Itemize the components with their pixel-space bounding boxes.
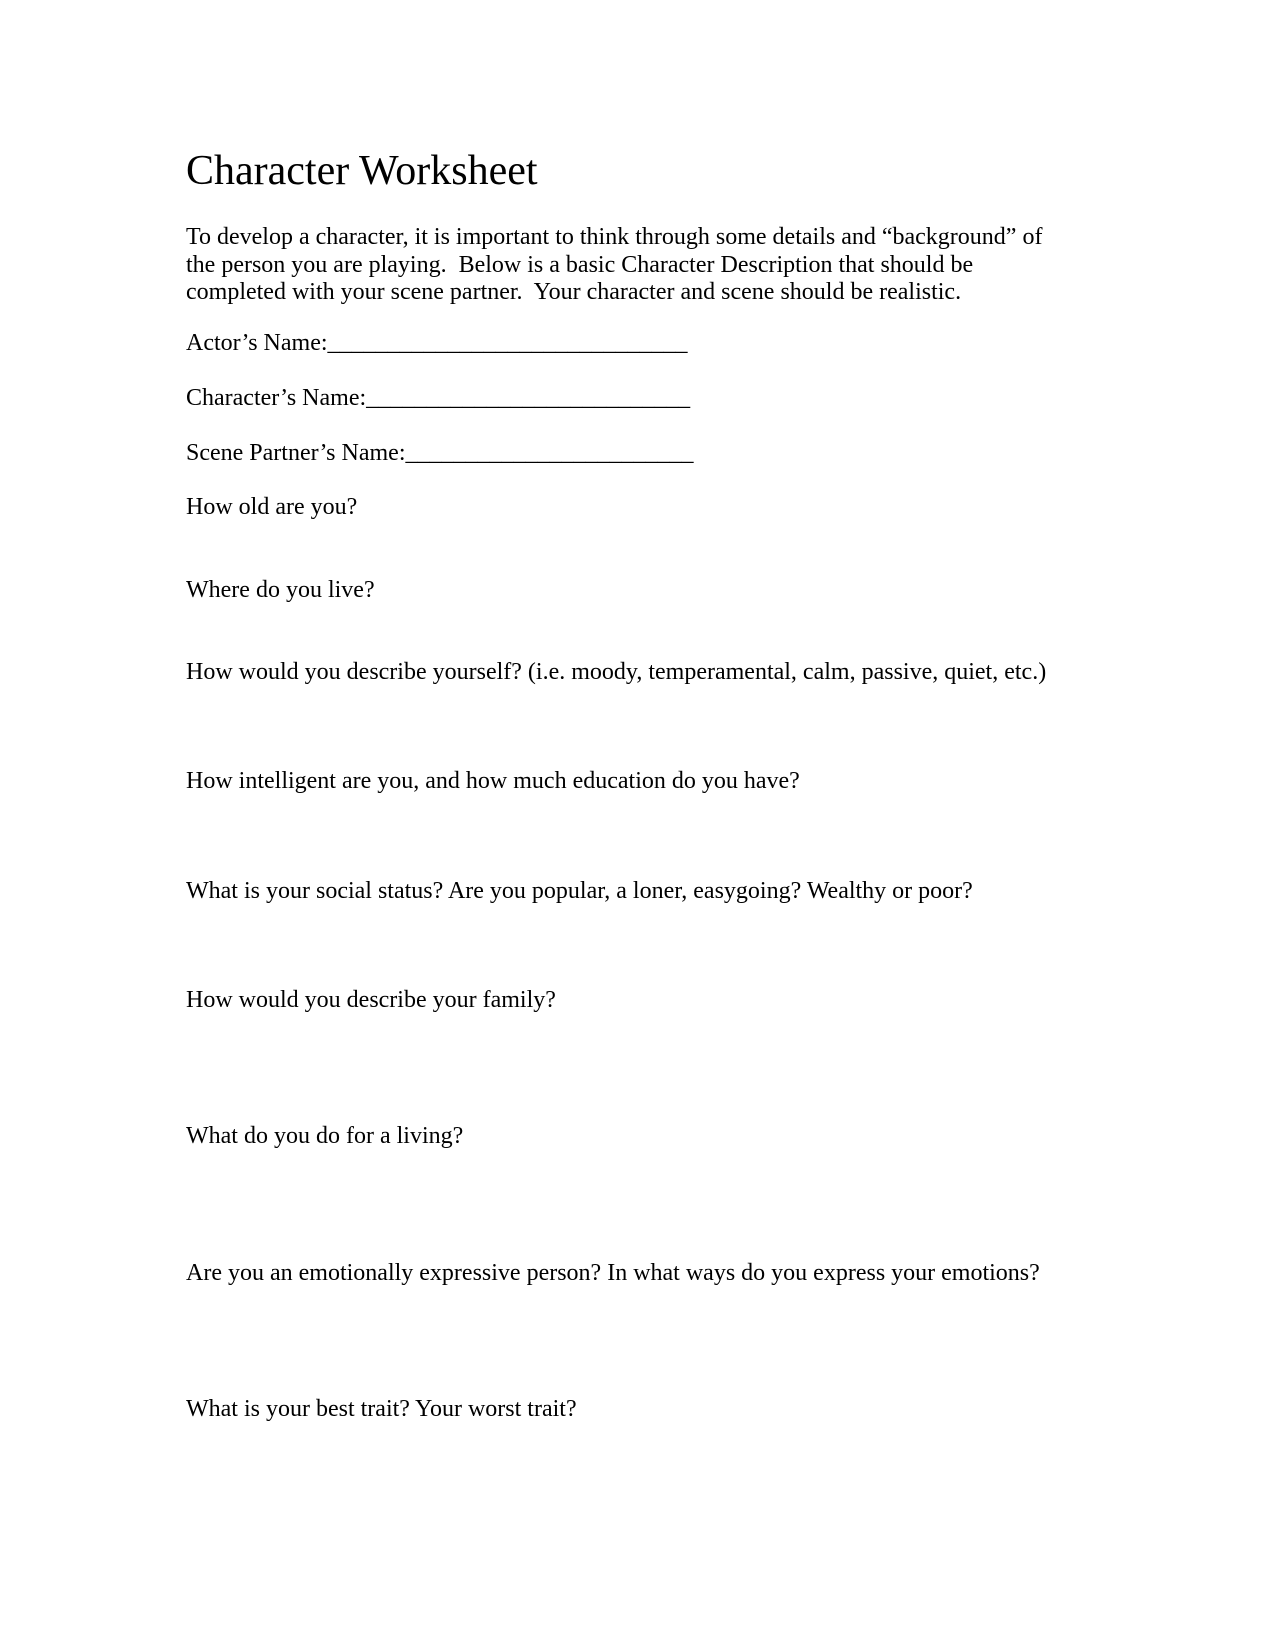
intro-line: To develop a character, it is important to think through some details and “background” of	[186, 224, 1043, 250]
page-title: Character Worksheet	[186, 148, 538, 194]
question-social-status: What is your social status? Are you popular, a loner, easygoing? Wealthy or poor?	[186, 878, 973, 904]
question-family: How would you describe your family?	[186, 987, 556, 1013]
scene-partner-name-field[interactable]: Scene Partner’s Name:________________________	[186, 440, 694, 466]
question-best-worst-trait: What is your best trait? Your worst trait?	[186, 1396, 577, 1422]
question-age: How old are you?	[186, 494, 358, 520]
question-emotional-expression: Are you an emotionally expressive person? In what ways do you express your emotions?	[186, 1260, 1040, 1286]
actor-name-field[interactable]: Actor’s Name:______________________________	[186, 330, 688, 356]
question-occupation: What do you do for a living?	[186, 1123, 464, 1149]
question-self-description: How would you describe yourself? (i.e. moody, temperamental, calm, passive, quiet, etc.)	[186, 659, 1047, 685]
question-intelligence: How intelligent are you, and how much education do you have?	[186, 768, 800, 794]
intro-paragraph	[186, 224, 1106, 307]
character-name-field[interactable]: Character’s Name:___________________________	[186, 385, 691, 411]
intro-line: the person you are playing. Below is a basic Character Description that should be	[186, 251, 974, 278]
intro-line: completed with your scene partner. Your character and scene should be realistic.	[186, 279, 962, 305]
question-residence: Where do you live?	[186, 577, 375, 603]
